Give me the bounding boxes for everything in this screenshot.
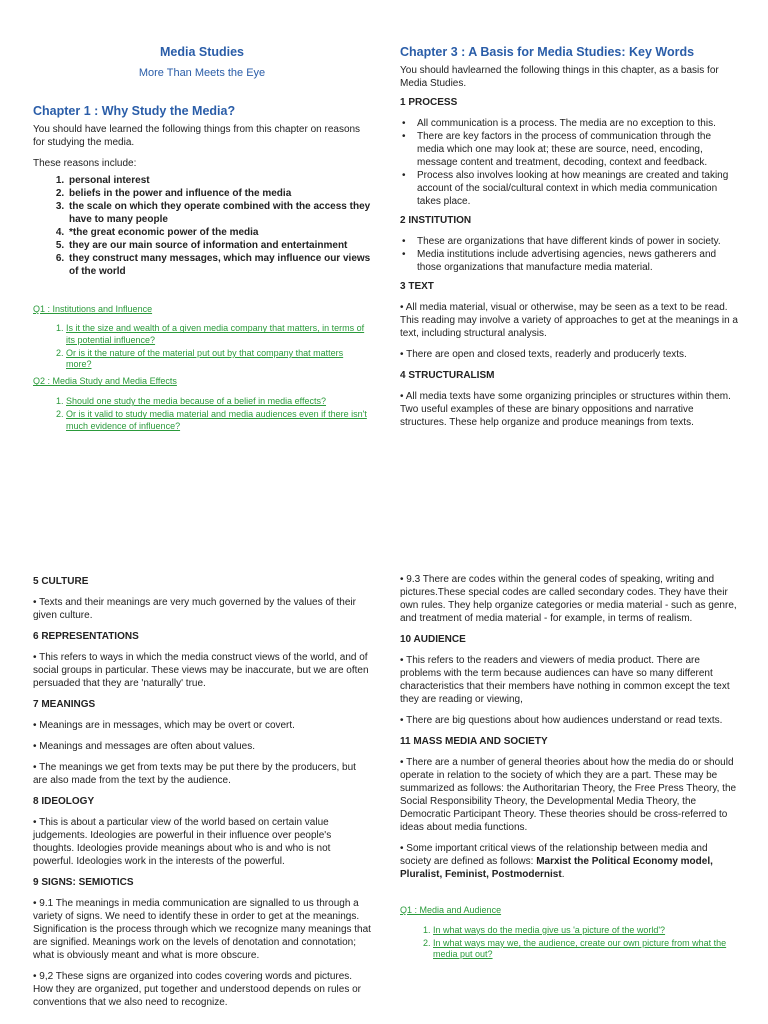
- codes-paragraph: • 9.3 There are codes within the general codes of speaking, writing and pictures.These special codes are called secondary codes. They have their own rules. They help organize categories or media material - such as genre, and treatment of media material - for example, in terms of realism.: [400, 574, 737, 624]
- chapter-3-intro: You should havlearned the following things in this chapter, as a basis for Media Studies.: [400, 65, 719, 90]
- list-item[interactable]: 2. In what ways may we, the audience, create our own picture from what the media put out?: [433, 938, 740, 961]
- meanings-heading: 7 MEANINGS: [33, 699, 96, 710]
- structuralism-heading: 4 STRUCTURALISM: [400, 370, 495, 382]
- chapter-1-intro: You should have learned the following things from this chapter on reasons for studying the media.: [33, 123, 361, 148]
- question-2-link[interactable]: Q2 : Media Study and Media Effects: [33, 376, 177, 387]
- mass-media-paragraph: • Some important critical views of the relationship between media and society are defined as follows: Marxist the Political Economy model, Pluralist, Feminist, Postmodernist.: [400, 843, 713, 880]
- ideology-paragraph: • This is about a particular view of the world based on certain value judgements. Ideologies are powerful in their influence over people's thoughts. Ideologies provide meanings about who is and who is not powerful. Ideologies work in the interests of the powerful.: [33, 817, 332, 867]
- representations-heading: 6 REPRESENTATIONS: [33, 631, 139, 642]
- right-top-column: [400, 44, 740, 437]
- meanings-paragraph: • Meanings and messages are often about values.: [33, 741, 255, 752]
- audience-paragraph: • There are big questions about how audiences understand or read texts.: [400, 715, 723, 726]
- signs-heading: 9 SIGNS: SEMIOTICS: [33, 877, 134, 888]
- right-bottom-column: [400, 573, 740, 966]
- left-bottom-column: [33, 573, 371, 1017]
- signs-paragraph: • 9.1 The meanings in media communication are signalled to us through a variety of signs. We need to identify these in order to get at the meanings. Signification is the process through which we recognize many meanings that are signified. Meanings work on the levels of denotation and connotation; what is obviously meant and what is more obscure.: [33, 898, 371, 961]
- media-audience-question-list: [400, 925, 740, 961]
- chapter-1-heading: Chapter 1 : Why Study the Media?: [33, 103, 236, 118]
- audience-heading: 10 AUDIENCE: [400, 634, 466, 645]
- list-item: • Process also involves looking at how meanings are created and taking account of the social/cultural context in which media communication takes place.: [417, 169, 740, 208]
- reasons-intro: These reasons include:: [33, 157, 137, 169]
- institution-list: [400, 235, 740, 274]
- institution-heading: 2 INSTITUTION: [400, 215, 472, 227]
- audience-paragraph: • This refers to the readers and viewers of media product. There are problems with the term because audiences can have so many different characteristics that their members have nothing in common except the text they are reading or viewing,: [400, 655, 730, 705]
- list-item: 2. beliefs in the power and influence of the media: [67, 187, 371, 200]
- list-item[interactable]: 2. Or is it valid to study media material and media audiences even if there isn't much evidence of influence?: [66, 409, 371, 432]
- list-item[interactable]: 1. Is it the size and wealth of a given media company that matters, in terms of its potential influence?: [66, 323, 371, 346]
- document-subtitle: More Than Meets the Eye: [138, 67, 266, 80]
- mass-media-heading: 11 MASS MEDIA AND SOCIETY: [400, 736, 548, 747]
- question-1-link[interactable]: Q1 : Institutions and Influence: [33, 303, 153, 314]
- text-paragraph: • There are open and closed texts, readerly and producerly texts.: [400, 349, 687, 361]
- question-2-list: [33, 396, 371, 432]
- list-item: 5. they are our main source of information and entertainment: [67, 239, 371, 252]
- media-audience-question-link[interactable]: Q1 : Media and Audience: [400, 905, 502, 915]
- culture-paragraph: • Texts and their meanings are very much governed by the values of their given culture.: [33, 597, 356, 621]
- list-item: 1. personal interest: [67, 174, 371, 187]
- text-paragraph: • All media material, visual or otherwise, may be seen as a text to be read. This reading may involve a variety of approaches to get at the meanings in a text, including structural analysis.: [400, 302, 738, 340]
- process-list: [400, 117, 740, 208]
- left-top-column: [33, 44, 371, 438]
- list-item: 4. *the great economic power of the media: [67, 226, 371, 239]
- list-item: • All communication is a process. The media are no exception to this.: [417, 117, 740, 130]
- meanings-paragraph: • The meanings we get from texts may be put there by the producers, but are also made from the text by the audience.: [33, 762, 356, 786]
- meanings-paragraph: • Meanings are in messages, which may be overt or covert.: [33, 720, 295, 731]
- mass-media-paragraph: • There are a number of general theories about how the media do or should operate in relation to the society of which they are a part. These may be summarized as follows: the Authoritarian Theory, the Free Press Theory, the Social Responsibility Theory, the Developmental Media Theory, the Democratic Participant Theory. These theories should be cross-referred to ideas about media functions.: [400, 757, 737, 833]
- culture-heading: 5 CULTURE: [33, 576, 89, 587]
- reasons-list: [33, 174, 371, 278]
- process-heading: 1 PROCESS: [400, 97, 458, 109]
- question-1-list: [33, 323, 371, 370]
- chapter-3-heading: Chapter 3 : A Basis for Media Studies: Key Words: [400, 45, 695, 59]
- list-item[interactable]: 1. Should one study the media because of a belief in media effects?: [66, 396, 371, 407]
- list-item: • These are organizations that have different kinds of power in society.: [417, 235, 740, 248]
- document-title: Media Studies: [159, 45, 245, 59]
- representations-paragraph: • This refers to ways in which the media construct views of the world, and of social groups in particular. These views may be inaccurate, but we are often persuaded that they are 'naturally' true.: [33, 652, 369, 689]
- list-item[interactable]: 2. Or is it the nature of the material put out by that company that matters more?: [66, 348, 371, 371]
- list-item: 6. they construct many messages, which may influence our views of the world: [67, 252, 371, 278]
- ideology-heading: 8 IDEOLOGY: [33, 796, 95, 807]
- list-item: • There are key factors in the process of communication through the media which one may look at; these are source, need, encoding, message content and treatment, decoding, context and feedback.: [417, 130, 740, 169]
- list-item: • Media institutions include advertising agencies, news gatherers and those organizations that manufacture media material.: [417, 248, 740, 274]
- list-item[interactable]: 1. In what ways do the media give us 'a picture of the world'?: [433, 925, 740, 936]
- signs-paragraph: • 9,2 These signs are organized into codes covering words and pictures. How they are organized, put together and understood depends on rules or conventions that we also need to recognize.: [33, 971, 361, 1008]
- text-heading: 3 TEXT: [400, 281, 434, 293]
- structuralism-paragraph: • All media texts have some organizing principles or structures within them. Two useful examples of these are binary oppositions and narrative structures. These help organize and produce meanings from texts.: [400, 391, 731, 429]
- list-item: 3. the scale on which they operate combined with the access they have to many people: [67, 200, 371, 226]
